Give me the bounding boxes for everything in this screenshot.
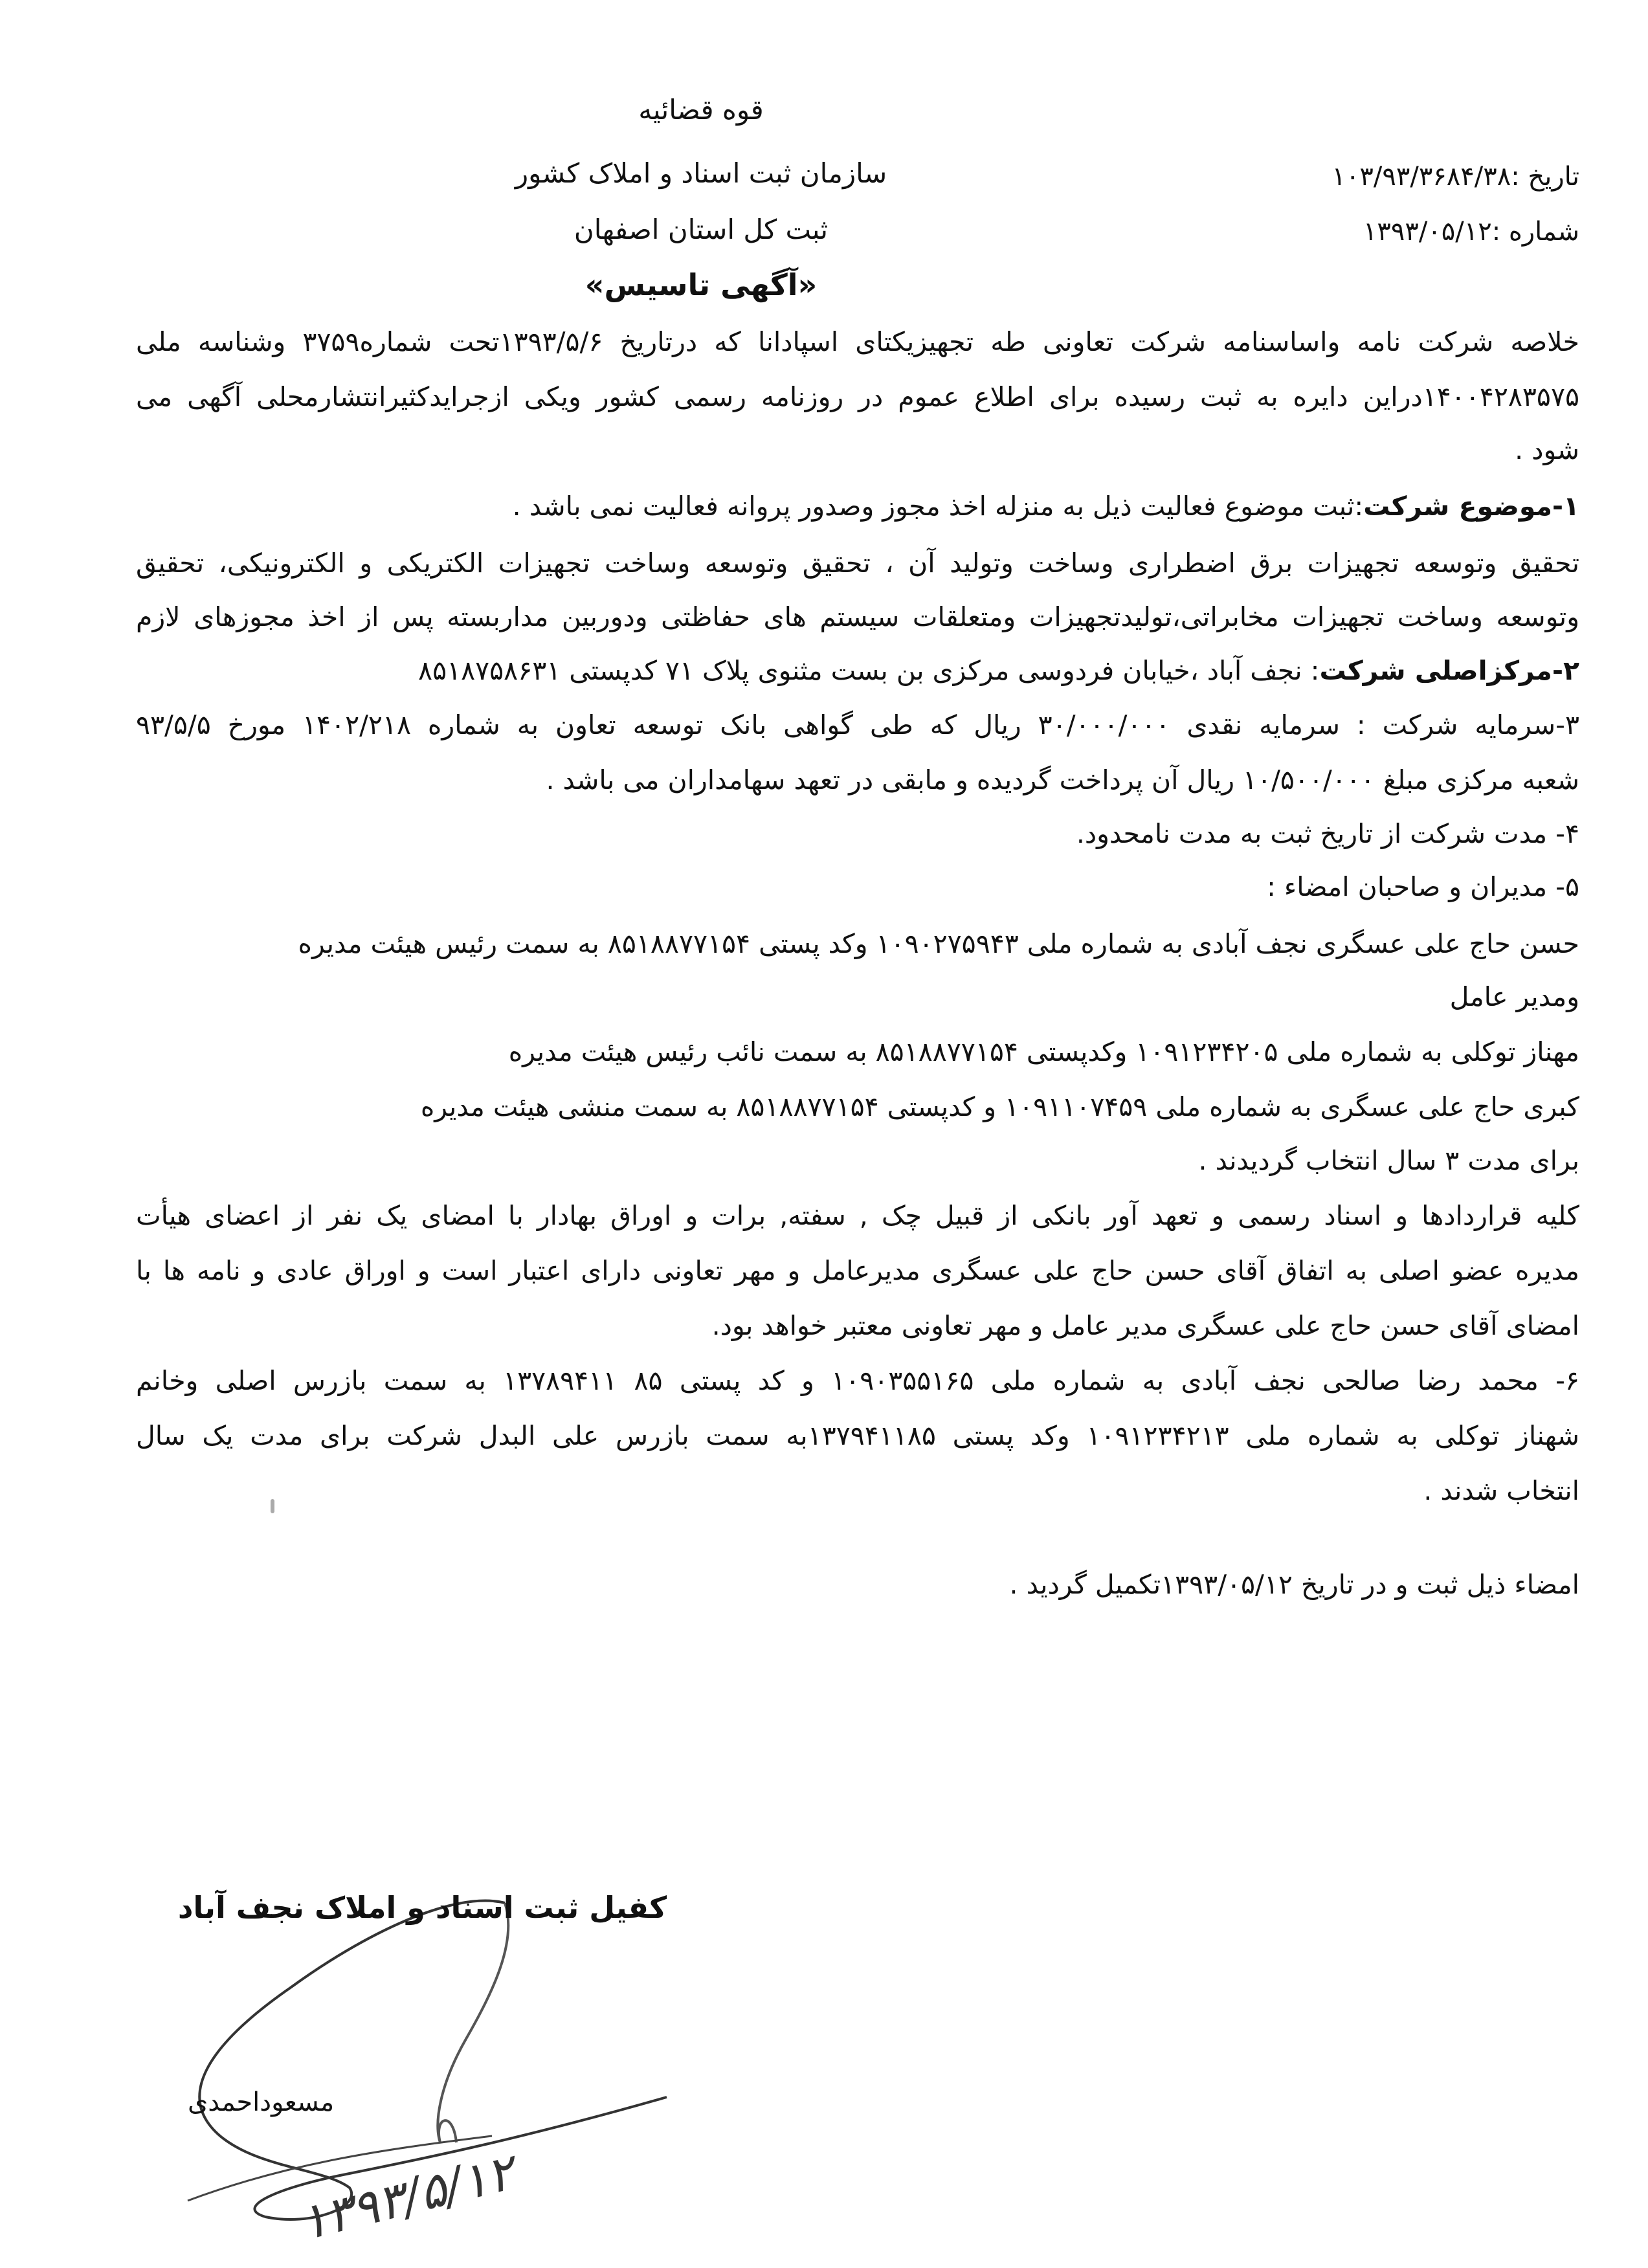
inspector-line: شهناز توکلی به شماره ملی ۱۰۹۱۲۳۴۲۱۳ وکد پستی ۱۳۷۹۴۱۱۸۵به سمت بازرس علی البدل شرکت برای مدت یک سال	[136, 1420, 1579, 1451]
org-registry: سازمان ثبت اسناد و املاک کشور	[515, 157, 887, 189]
handwritten-date: ۱۳۹۳/۵/۱۲	[294, 2142, 520, 2252]
number-field	[1217, 214, 1579, 250]
section-duration: ۴- مدت شرکت از تاریخ ثبت به مدت نامحدود.	[1076, 818, 1579, 849]
signatory-title: کفیل ثبت اسناد و املاک نجف آباد	[177, 1890, 667, 1925]
subject-line: وتوسعه وساخت تجهیزات مخابراتی،تولیدتجهیزات ومتعلقات سیستم های حفاظتی ودوربین مداربسته پس از اخذ مجوزهای لازم	[136, 601, 1579, 632]
section-headquarters-label: ۲-مرکزاصلی شرکت	[1319, 655, 1579, 686]
director-line: برای مدت ۳ سال انتخاب گردیدند .	[1198, 1145, 1579, 1176]
intro-line: خلاصه شرکت نامه واساسنامه شرکت تعاونی طه تجهیزیکتای اسپادانا که درتاریخ ۱۳۹۳/۵/۶تحت شماره۳۷۵۹ وشناسه ملی	[136, 326, 1579, 357]
section-headquarters	[418, 651, 1579, 690]
document-title: «آگهی تاسیس»	[585, 267, 818, 302]
signing-line: امضای آقای حسن حاج علی عسگری مدیر عامل و مهر تعاونی معتبر خواهد بود.	[711, 1310, 1579, 1341]
intro-line: ۱۴۰۰۴۲۸۳۵۷۵دراین دایره به ثبت رسیده برای اطلاع عموم در روزنامه رسمی کشور ویکی ازجرایدکثیرانتشارمحلی آگهی می	[136, 381, 1579, 412]
date-label: تاریخ :	[1511, 162, 1579, 192]
director-line: مهناز توکلی به شماره ملی ۱۰۹۱۲۳۴۲۰۵ وکدپستی ۸۵۱۸۸۷۷۱۵۴ به سمت نائب رئیس هیئت مدیره	[508, 1036, 1579, 1067]
number-value: ۱۳۹۳/۰۵/۱۲	[1363, 217, 1492, 247]
inspector-line: ۶- محمد رضا صالحی نجف آبادی به شماره ملی ۱۰۹۰۳۵۵۱۶۵ و کد پستی ۸۵ ۱۳۷۸۹۴۱۱ به سمت بازرس اصلی وخانم	[136, 1365, 1579, 1396]
inspector-line: انتخاب شدند .	[1423, 1475, 1579, 1506]
section-directors-heading: ۵- مدیران و صاحبان امضاء :	[1267, 871, 1579, 902]
director-line: حسن حاج علی عسگری نجف آبادی به شماره ملی ۱۰۹۰۲۷۵۹۴۳ وکد پستی ۸۵۱۸۸۷۷۱۵۴ به سمت رئیس هیئت مدیره	[298, 928, 1579, 959]
capital-line: شعبه مرکزی مبلغ ۱۰/۵۰۰/۰۰۰ ریال آن پرداخت گردیده و مابقی در تعهد سهامداران می باشد .	[546, 764, 1579, 795]
section-subject-text: :ثبت موضوع فعالیت ذیل به منزله اخذ مجوز وصدور پروانه فعالیت نمی باشد .	[512, 491, 1364, 522]
intro-line: شود .	[1515, 434, 1579, 465]
date-value: ۱۰۳/۹۳/۳۶۸۴/۳۸	[1331, 162, 1511, 192]
section-headquarters-text: : نجف آباد ،خیابان فردوسی مرکزی بن بست مثنوی پلاک ۷۱ کدپستی ۸۵۱۸۷۵۸۶۳۱	[418, 655, 1320, 686]
capital-line: ۳-سرمایه شرکت : سرمایه نقدی ۳۰/۰۰۰/۰۰۰ ریال که طی گواهی بانک توسعه تعاون به شماره ۱۴۰۲/۲۱۸ مورخ ۹۳/۵/۵	[136, 709, 1579, 740]
scan-speck	[271, 1499, 274, 1513]
director-line: کبری حاج علی عسگری به شماره ملی ۱۰۹۱۱۰۷۴۵۹ و کدپستی ۸۵۱۸۸۷۷۱۵۴ به سمت منشی هیئت مدیره	[420, 1091, 1579, 1122]
closing-line: امضاء ذیل ثبت و در تاریخ ۱۳۹۳/۰۵/۱۲تکمیل گردید .	[1009, 1569, 1579, 1600]
date-field	[1217, 159, 1579, 195]
signatory-name: مسعوداحمدی	[188, 2087, 335, 2117]
section-subject	[513, 487, 1579, 526]
number-label: شماره :	[1491, 217, 1579, 247]
signature-block	[129, 1864, 712, 2252]
org-province: ثبت کل استان اصفهان	[573, 214, 829, 245]
director-line: ومدیر عامل	[1449, 981, 1579, 1012]
org-judiciary: قوه قضائیه	[638, 94, 764, 126]
subject-line: تحقیق وتوسعه تجهیزات برق اضطراری وساخت وتولید آن ، تحقیق وتوسعه وساخت تجهیزات الکتریکی و الکترونیکی، تحقیق	[136, 548, 1579, 579]
signing-line: کلیه قراردادها و اسناد رسمی و تعهد آور بانکی از قبیل چک , سفته, برات و اوراق بهادار با امضای یک نفر از اعضای هیأت	[136, 1200, 1579, 1231]
section-subject-label: ۱-موضوع شرکت	[1363, 491, 1579, 522]
signing-line: مدیره عضو اصلی به اتفاق آقای حسن حاج علی عسگری مدیرعامل و مهر تعاونی دارای اعتبار است و اوراق عادی و نامه ها با	[136, 1255, 1579, 1286]
